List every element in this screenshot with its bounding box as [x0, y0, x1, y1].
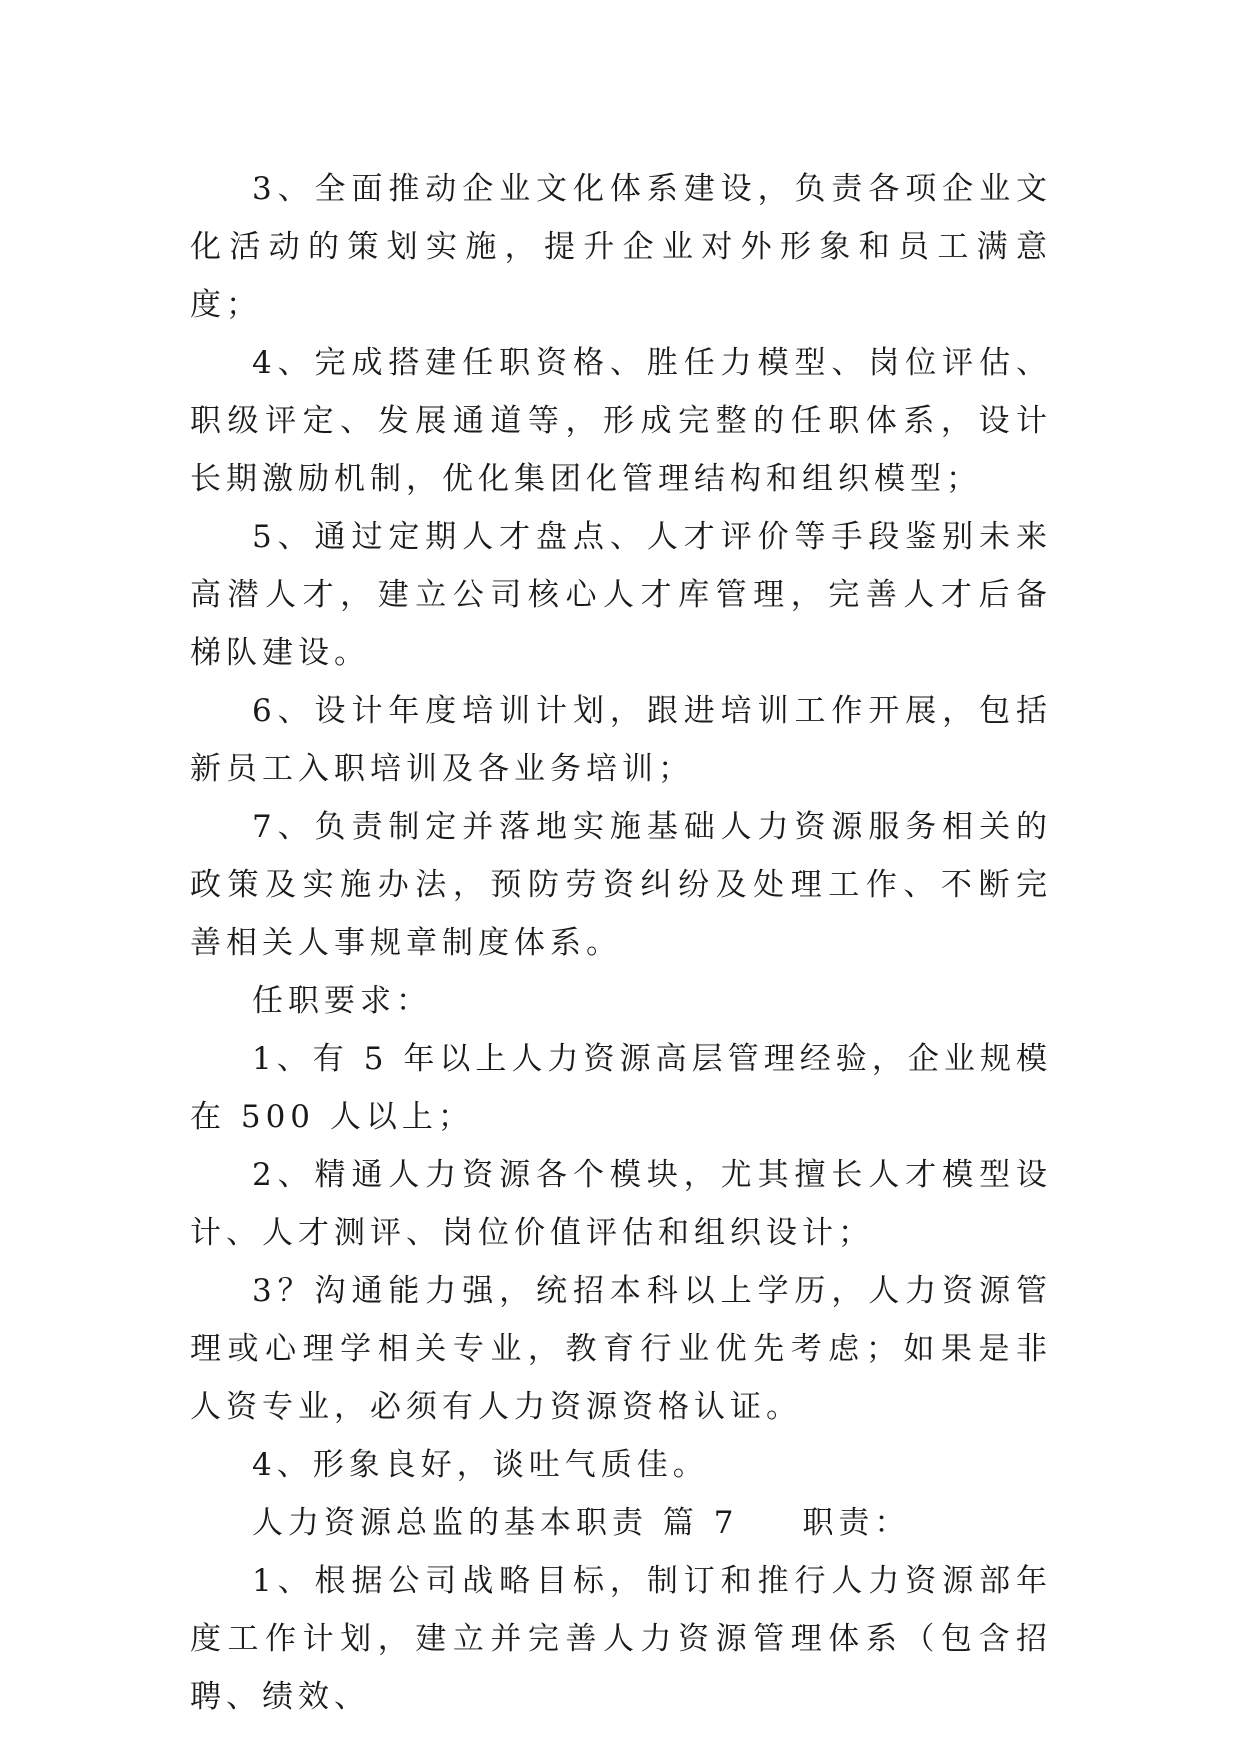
requirement-item-1: 1、有 5 年以上人力资源高层管理经验，企业规模在 500 人以上； [190, 1041, 1052, 1135]
requirement-item-2: 2、精通人力资源各个模块，尤其擅长人才模型设计、人才测评、岗位价值评估和组织设计； [190, 1157, 1052, 1251]
requirement-item-3: 3？沟通能力强，统招本科以上学历，人力资源管理或心理学相关专业，教育行业优先考虑；如果是非人资专业，必须有人力资源资格认证。 [190, 1273, 1052, 1425]
section-label: 职责： [802, 1505, 911, 1541]
document-body [190, 160, 1052, 1726]
paragraph-item-6: 6、设计年度培训计划，跟进培训工作开展，包括新员工入职培训及各业务培训； [190, 693, 1052, 787]
duty-item-1: 1、根据公司战略目标，制订和推行人力资源部年度工作计划，建立并完善人力资源管理体系（包含招聘、绩效、 [190, 1563, 1052, 1715]
paragraph-item-4: 4、完成搭建任职资格、胜任力模型、岗位评估、职级评定、发展通道等，形成完整的任职体系，设计长期激励机制，优化集团化管理结构和组织模型； [190, 345, 1052, 497]
paragraph-item-7: 7、负责制定并落地实施基础人力资源服务相关的政策及实施办法，预防劳资纠纷及处理工作、不断完善相关人事规章制度体系。 [190, 809, 1052, 961]
section-title: 人力资源总监的基本职责 篇 7 [252, 1505, 739, 1541]
paragraph-item-3: 3、全面推动企业文化体系建设，负责各项企业文化活动的策划实施，提升企业对外形象和员工满意度； [190, 171, 1052, 323]
requirements-heading: 任职要求： [252, 983, 432, 1019]
paragraph-item-5: 5、通过定期人才盘点、人才评价等手段鉴别未来高潜人才，建立公司核心人才库管理，完善人才后备梯队建设。 [190, 519, 1052, 671]
section-heading [190, 1494, 1052, 1552]
requirement-item-4: 4、形象良好，谈吐气质佳。 [252, 1447, 709, 1483]
